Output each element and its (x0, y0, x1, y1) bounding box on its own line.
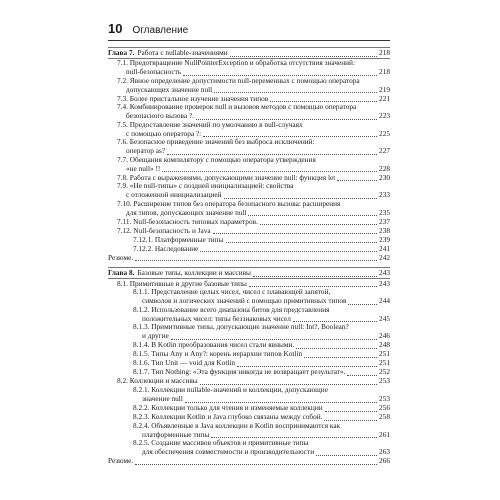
toc-page-number: 218 (379, 67, 390, 76)
toc-page-number: 238 (379, 225, 390, 235)
dot-leader (304, 350, 377, 358)
toc-page (108, 0, 390, 500)
dot-leader (203, 129, 377, 137)
dot-leader (135, 457, 377, 465)
toc-entry-text: оператор as? (126, 146, 166, 156)
dot-leader (347, 368, 377, 376)
toc-entry-text: 7.10. Расширение типов без оператора безопасного вызова: расширения (117, 198, 341, 208)
toc-page-number: 219 (379, 84, 390, 94)
dot-leader (162, 164, 377, 172)
toc-entry[interactable] (108, 244, 390, 253)
chapter-label: Глава 8. (108, 268, 135, 278)
toc-entry[interactable] (108, 156, 390, 174)
toc-page-number: 253 (379, 376, 390, 386)
toc-page-number: 243 (379, 278, 390, 288)
toc-page-number: 218 (379, 47, 390, 57)
toc-entry[interactable] (108, 422, 390, 440)
dot-leader (324, 413, 377, 421)
dot-leader (337, 173, 377, 181)
chapter-label: Глава 7. (108, 47, 135, 57)
toc-entry-text: положительных чисел: типы беззнаковых чисел (142, 313, 291, 323)
toc-entry-text: 8.2.5. Создание массивов объектов и примитивные типы (133, 438, 309, 448)
toc-entry-text: и другие (142, 331, 169, 341)
toc-entry-text: 7.3. Более пристальное изучение значения типов (117, 93, 269, 103)
toc-page-number: 221 (379, 93, 390, 103)
dot-leader (183, 68, 377, 76)
toc-entry-text: Резюме. (108, 456, 134, 466)
toc-page-number: 245 (379, 313, 390, 323)
chapter-heading[interactable] (108, 269, 390, 278)
toc-entry-text: 7.4. Комбинирование проверок null и вызовов методов с помощью оператора (117, 102, 357, 112)
toc-entry-text: 8.1. Примитивные и другие базовые типы (117, 278, 247, 288)
toc-entry-text: значение null (142, 394, 183, 404)
toc-entry-text: 7.12.1. Платформенные типы (133, 234, 224, 244)
toc-entry[interactable] (108, 59, 390, 77)
toc-entry-text: символов и логических значений с помощью примитивных типов (142, 296, 347, 306)
toc-entry-text: 8.1.5. Типы Any и Any?: корень иерархии типов Kotlin (133, 349, 303, 359)
dot-leader (214, 85, 377, 93)
toc-entry-text: 7.6. Безопасное приведение значений без выброса исключений: (117, 137, 315, 147)
toc-entry-text: 8.2.4. Объявленные в Java коллекции в Kotlin воспринимаются как (133, 420, 341, 430)
toc-page-number: 251 (379, 358, 390, 368)
dot-leader (135, 253, 377, 261)
dot-leader (293, 314, 377, 322)
dot-leader (226, 235, 378, 243)
dot-leader (316, 448, 377, 456)
toc-page-number: 225 (379, 128, 390, 138)
toc-entry-text: 7.2. Явное определение допустимости null-переменных с помощью оператора (117, 75, 360, 85)
chapter-title: Базовые типы, коллекции и массивы (137, 268, 251, 278)
toc-entry[interactable] (108, 288, 390, 306)
toc-entry-text: 8.1.3. Примитивные типы, допускающие значение null: Int?, Boolean? (133, 322, 349, 332)
toc-entry-text: 7.8. Работа с выражениями, допускающими значение null: функция let (117, 172, 336, 182)
toc-entry-text: 7.5. Предоставление значений по умолчанию в null-случаях (117, 119, 303, 129)
toc-page-number: 244 (379, 296, 390, 306)
dot-leader (325, 404, 377, 412)
dot-leader (249, 279, 377, 287)
dot-leader (167, 147, 377, 155)
toc-entry-text: 8.2. Коллекции и массивы (117, 376, 198, 386)
toc-entry-text: null-безопасность (126, 67, 182, 76)
chapter-heading[interactable] (108, 49, 390, 58)
toc-entry-text: 7.12.2. Наследование (133, 243, 199, 253)
dot-leader (270, 94, 377, 102)
toc-page-number: 266 (379, 456, 390, 466)
dot-leader (230, 49, 377, 57)
toc-entry-text: для типов, допускающих значение null (126, 207, 247, 217)
toc-page-number: 248 (379, 340, 390, 350)
toc-entry-text: 8.1.1. Представление целых чисел, чисел с плавающей запятой, (133, 287, 331, 297)
toc-entry-text: 8.1.4. В Kotlin преобразования чисел стали явными. (133, 340, 295, 350)
toc-entry[interactable] (108, 77, 390, 95)
toc-entry-text: 7.7. Обещания компилятору с помощью оператора утверждения (117, 154, 316, 164)
dot-leader (213, 226, 377, 234)
dot-leader (185, 395, 377, 403)
dot-leader (171, 332, 377, 340)
toc-entry-text: платформенные типы (142, 429, 210, 439)
dot-leader (253, 269, 377, 277)
toc-entry[interactable] (108, 182, 390, 200)
toc-entry[interactable] (108, 386, 390, 404)
dot-leader (200, 377, 377, 385)
toc-page-number: 258 (379, 412, 390, 422)
page-number: 10 (108, 21, 123, 36)
toc-entry-text: с отложенной инициализацией (126, 190, 222, 200)
toc-entry-text: допускающих значение null (126, 84, 213, 94)
toc-page-number: 239 (379, 234, 390, 244)
toc-entry[interactable] (108, 103, 390, 121)
toc-entry-text: 7.11. Null-безопасность типовых параметров. (117, 216, 258, 226)
toc-entry-text: 8.1.2. Использование всего диапазона битов для представления (133, 304, 330, 314)
toc-page-number: 233 (379, 190, 390, 200)
dot-leader (260, 217, 377, 225)
toc-entry-text: 7.12. Null-безопасность и Java (117, 225, 211, 235)
toc-page-number: 223 (379, 111, 390, 121)
toc-page-number: 251 (379, 349, 390, 359)
page-header (108, 20, 390, 41)
toc-page-number: 227 (379, 146, 390, 156)
toc-page-number: 252 (379, 367, 390, 377)
toc-entry-text: 8.1.6. Тип Unit — void для Kotlin (133, 358, 236, 368)
toc-entry-text: 8.2.2. Коллекции только для чтения и изменяемые коллекции (133, 403, 323, 413)
resume-entry[interactable] (108, 253, 390, 262)
toc-entry-text: безопасного вызова ?. (126, 111, 194, 121)
toc-page-number: 242 (379, 252, 390, 262)
toc-page-number: 237 (379, 216, 390, 226)
running-title: Оглавление (132, 25, 189, 36)
dot-leader (196, 112, 377, 120)
dot-leader (348, 297, 377, 305)
toc-page-number: 230 (379, 172, 390, 182)
toc-entry-text: с помощью оператора ?: (126, 128, 202, 138)
toc-page-number: 246 (379, 331, 390, 341)
toc-entry-text: 7.9. «Не null-типы» с поздней инициализацией: свойства (117, 181, 294, 191)
toc-entry-text: 8.1.7. Тип Nothing: «Эта функция никогда не возвращает результат». (133, 367, 346, 377)
dot-leader (248, 208, 377, 216)
toc-entry[interactable] (108, 306, 390, 324)
toc-entry-text: для обеспечения совместимости и производительности (142, 447, 315, 457)
dot-leader (296, 341, 377, 349)
table-of-contents (108, 47, 390, 466)
toc-page-number: 256 (379, 403, 390, 413)
toc-page-number: 263 (379, 447, 390, 457)
toc-entry[interactable] (108, 439, 390, 457)
toc-page-number: 243 (379, 268, 390, 278)
dot-leader (211, 430, 377, 438)
dot-leader (224, 191, 377, 199)
toc-page-number: 235 (379, 207, 390, 217)
toc-entry-text: 7.1. Предотвращение NullPointerException и обработка отсутствия значений: (117, 58, 355, 67)
toc-entry-text: 8.2.1. Коллекции nullable-значений и коллекции, допускающие (133, 385, 328, 395)
dot-leader (200, 244, 377, 252)
toc-page-number: 261 (379, 429, 390, 439)
toc-entry[interactable] (108, 323, 390, 341)
toc-entry-text: Резюме. (108, 252, 134, 262)
toc-page-number: 228 (379, 163, 390, 173)
toc-entry-text: «не null» !! (126, 163, 161, 173)
toc-entry[interactable] (108, 121, 390, 139)
toc-page-number: 253 (379, 394, 390, 404)
toc-entry[interactable] (108, 200, 390, 218)
dot-leader (237, 359, 377, 367)
toc-page-number: 241 (379, 243, 390, 253)
chapter-title: Работа с nullable-значениями (137, 47, 228, 57)
toc-entry[interactable] (108, 138, 390, 156)
toc-entry-text: 8.2.3. Коллекции Kotlin и Java глубоко связаны между собой. (133, 412, 323, 422)
resume-entry[interactable] (108, 457, 390, 466)
